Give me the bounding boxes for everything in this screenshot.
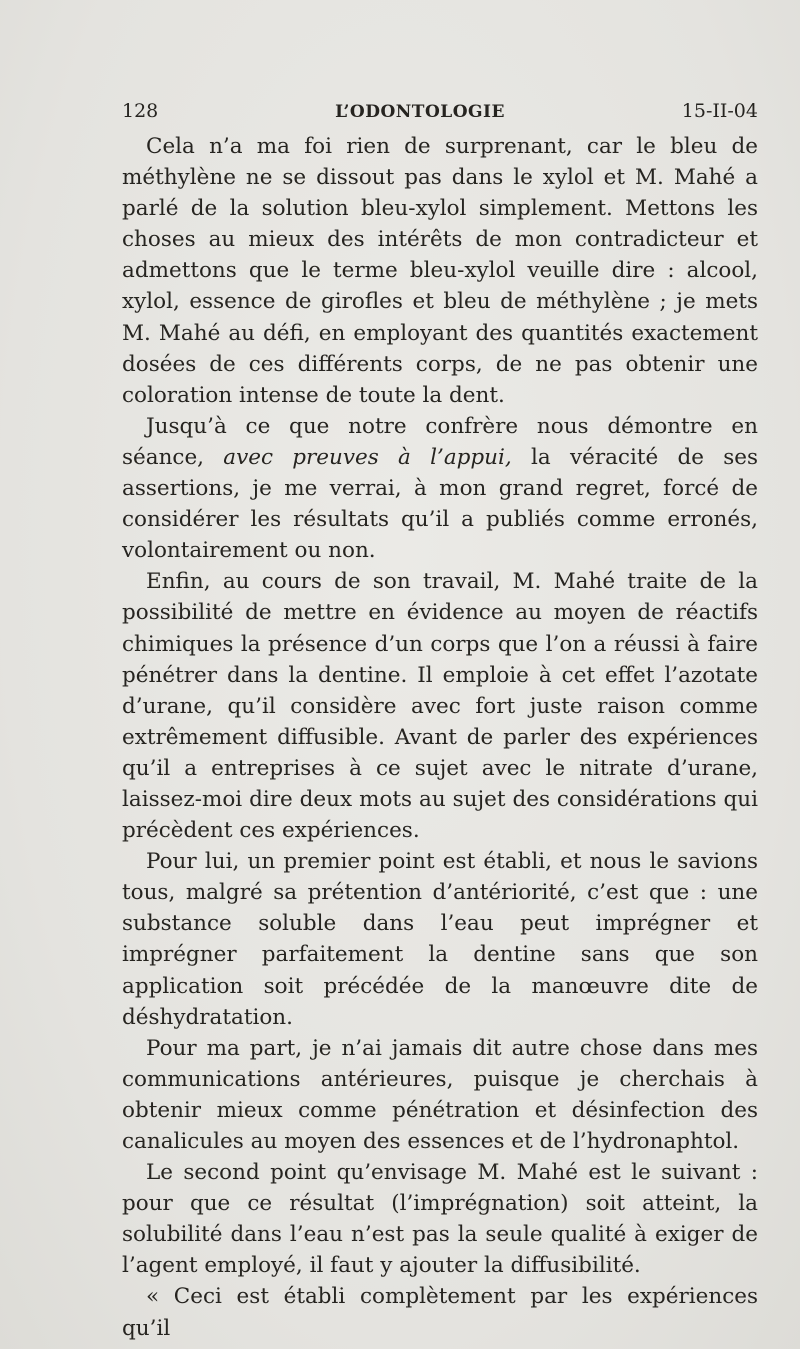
paragraph: Le second point qu’envisage M. Mahé est le suivant : pour que ce résultat (l’imprégnation) soit atteint, la solubilité dans l’eau n’est pas la seule qualité à exiger de l’agent employé, il faut y ajouter la diffusibilité. (122, 1160, 758, 1279)
paragraph: Pour ma part, je n’ai jamais dit autre chose dans mes communications antérieures, puisque je cherchais à obtenir mieux comme pénétration et désinfection des canalicules au moyen des essences et de l’hydronaphtol. (122, 1035, 758, 1154)
paragraph: Pour lui, un premier point est établi, et nous le savions tous, malgré sa prétention d’antériorité, c’est que : une substance soluble dans l’eau peut imprégner et imprégner parfaitement la dentine sans que son application soit précédée de la manœuvre dite de déshydratation. (122, 849, 758, 1030)
paragraph: Enfin, au cours de son travail, M. Mahé traite de la possibilité de mettre en évidence au moyen de réactifs chimiques la présence d’un corps que l’on a réussi à faire pénétrer dans la dentine. Il emploie à cet effet l’azotate d’urane, qu’il considère avec fort juste raison comme extrêmement diffusible. Avant de parler des expériences qu’il a entreprises à ce sujet avec le nitrate d’urane, laissez-moi dire deux mots au sujet des considérations qui précèdent ces expériences. (122, 569, 758, 844)
page-number: 128 (122, 100, 159, 122)
body-text (122, 131, 758, 1344)
paragraph-text: la véracité de ses assertions, je me verrai, à mon grand regret, forcé de considérer les résultats qu’il a publiés comme erronés, volontairement ou non. (122, 444, 758, 564)
italic-phrase: avec preuves à l’appui, (223, 444, 512, 470)
running-head (122, 100, 758, 132)
issue-date: 15-II-04 (681, 100, 758, 122)
paragraph-text: Jusqu’à ce que notre confrère nous démontre en séance, (122, 413, 758, 470)
paragraph: « Ceci est établi complètement par les expériences qu’il (122, 1284, 758, 1341)
journal-title: L’ODONTOLOGIE (335, 102, 505, 122)
paragraph (122, 411, 758, 566)
paragraph: Cela n’a ma foi rien de surprenant, car le bleu de méthylène ne se dissout pas dans le xylol et M. Mahé a parlé de la solution bleu-xylol simplement. Mettons les choses au mieux des intérêts de mon contradicteur et admettons que le terme bleu-xylol veuille dire : alcool, xylol, essence de girofles et bleu de méthylène ; je mets M. Mahé au défi, en employant des quantités exactement dosées de ces différents corps, de ne pas obtenir une coloration intense de toute la dent. (122, 134, 758, 408)
